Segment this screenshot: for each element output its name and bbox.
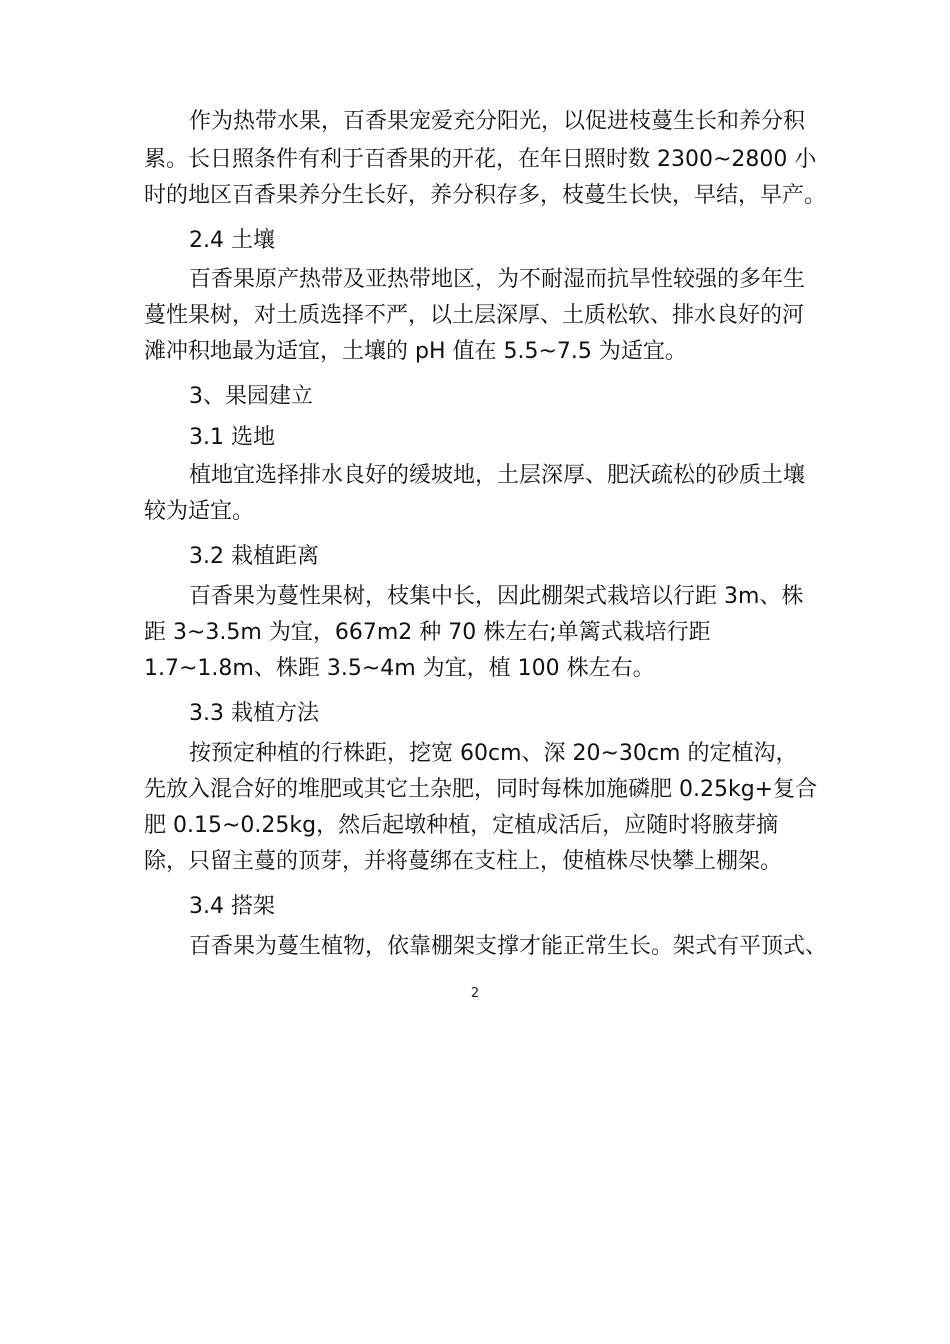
heading-3-1-site: 3.1 选地: [189, 425, 275, 450]
paragraph-method-line-2: 先放入混合好的堆肥或其它土杂肥，同时每株加施磷肥 0.25kg+复合: [144, 777, 818, 802]
paragraph-sunlight-line-1: 作为热带水果，百香果宠爱充分阳光，以促进枝蔓生长和养分积: [189, 109, 806, 134]
paragraph-site-line-1: 植地宜选择排水良好的缓坡地，土层深厚、肥沃疏松的砂质土壤: [189, 463, 806, 488]
paragraph-method-line-1: 按预定种植的行株距，挖宽 60cm、深 20~30cm 的定植沟，: [189, 741, 798, 766]
heading-2-4-soil: 2.4 土壤: [189, 228, 275, 253]
paragraph-site-line-2: 较为适宜。: [144, 499, 255, 524]
paragraph-sunlight-line-2: 累。长日照条件有利于百香果的开花，在年日照时数 2300~2800 小: [144, 147, 817, 172]
heading-3-3-method: 3.3 栽植方法: [189, 701, 319, 726]
paragraph-spacing-line-2: 距 3~3.5m 为宜，667m2 种 70 株左右;单篱式栽培行距: [144, 620, 711, 645]
page-number: 2: [470, 986, 480, 1001]
paragraph-spacing-line-1: 百香果为蔓性果树，枝集中长，因此棚架式栽培以行距 3m、株: [189, 584, 804, 609]
heading-3-2-spacing: 3.2 栽植距离: [189, 544, 319, 569]
paragraph-sunlight-line-3: 时的地区百香果养分生长好，养分积存多，枝蔓生长快，早结，早产。: [144, 183, 827, 208]
paragraph-soil-line-2: 蔓性果树，对土质选择不严，以土层深厚、土质松软、排水良好的河: [144, 303, 805, 328]
paragraph-soil-line-3: 滩冲积地最为适宜，土壤的 pH 值在 5.5~7.5 为适宜。: [144, 339, 687, 364]
paragraph-spacing-line-3: 1.7~1.8m、株距 3.5~4m 为宜，植 100 株左右。: [144, 656, 655, 681]
heading-3-orchard: 3、果园建立: [189, 384, 313, 409]
paragraph-method-line-4: 除，只留主蔓的顶芽，并将蔓绑在支柱上，使植株尽快攀上棚架。: [144, 849, 783, 874]
paragraph-soil-line-1: 百香果原产热带及亚热带地区，为不耐湿而抗旱性较强的多年生: [189, 267, 806, 292]
heading-3-4-trellis: 3.4 搭架: [189, 894, 275, 919]
paragraph-method-line-3: 肥 0.15~0.25kg，然后起墩种植，定植成活后，应随时将腋芽摘: [144, 813, 779, 838]
paragraph-trellis-line-1: 百香果为蔓生植物，依靠棚架支撑才能正常生长。架式有平顶式、: [189, 934, 828, 959]
